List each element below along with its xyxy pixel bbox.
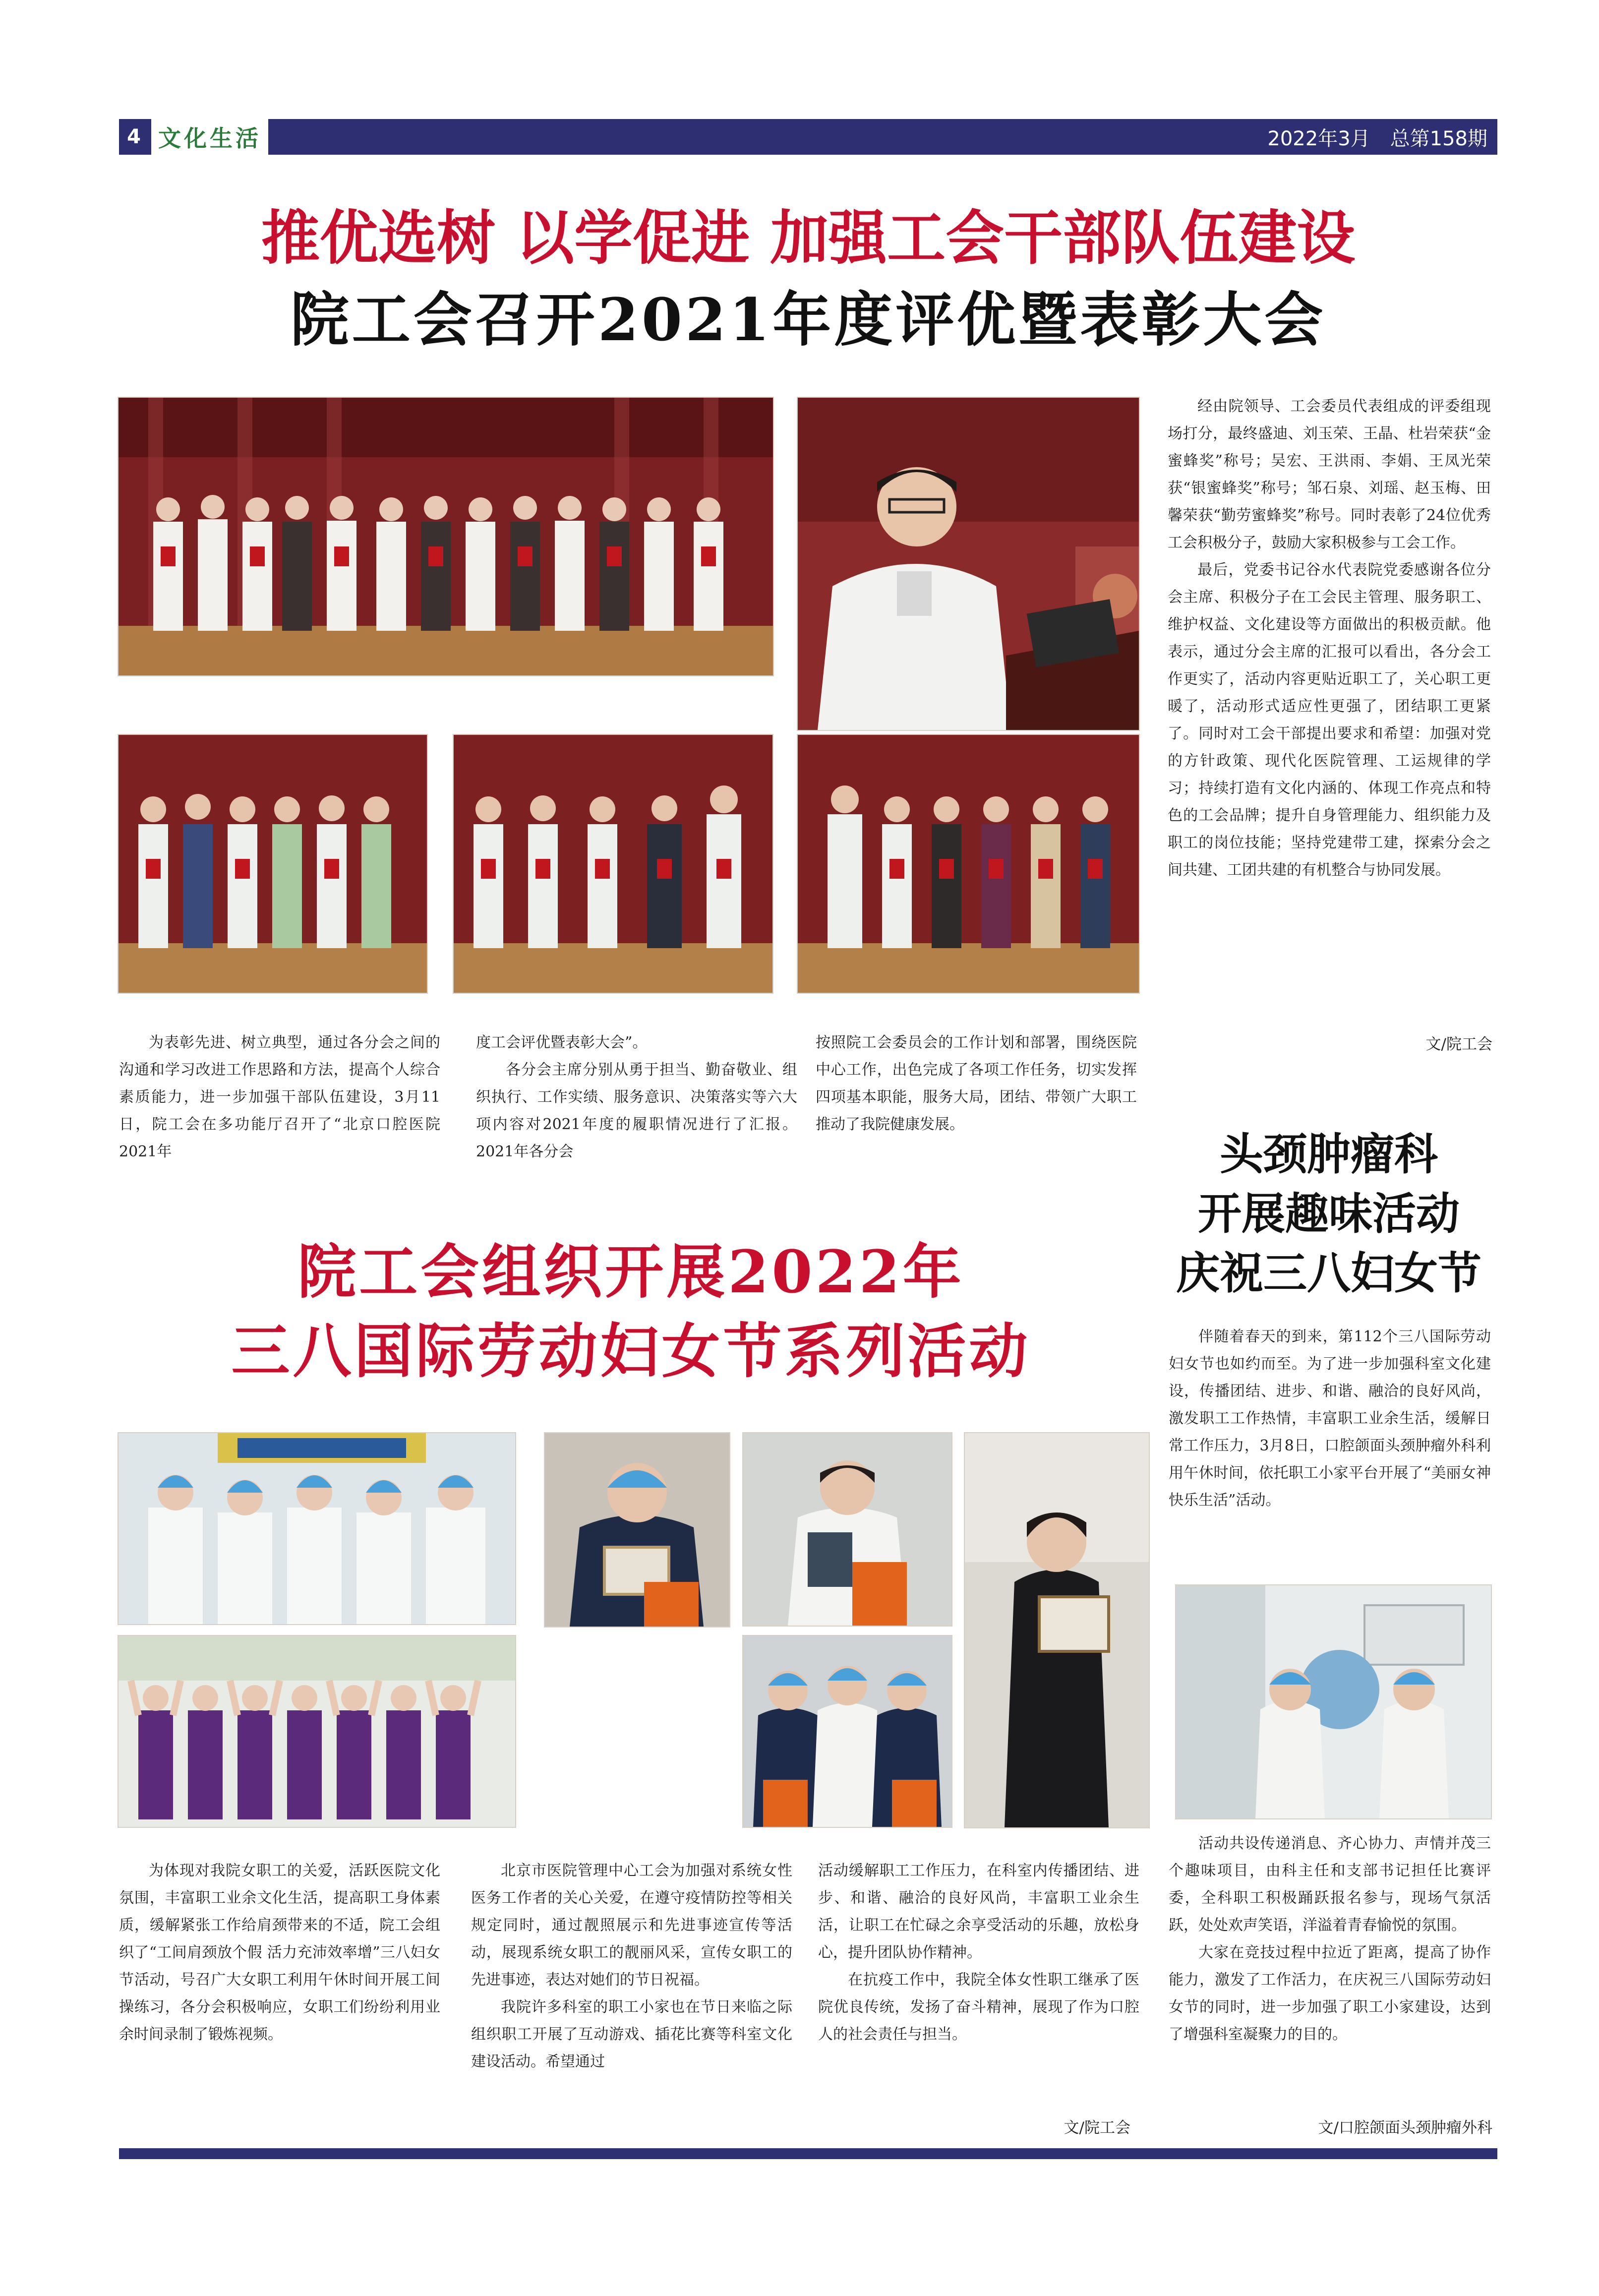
article1-title: 推优选树 以学促进 加强工会干部队伍建设 [261,203,1356,272]
article1-right-column [1168,393,1491,884]
article2-title-line1: 院工会组织开展2022年 [297,1237,964,1306]
article2-column-3 [818,1857,1139,2048]
article2-column-1 [119,1857,440,2048]
award-group-photo-2 [453,734,773,994]
article2-column-3-text-b: 在抗疫工作中，我院全体女性职工继承了医院优良传统，发扬了奋斗精神，展现了作为口腔人的社会责任与担当。 [818,1971,1139,2043]
article3-title-line2: 开展趣味活动 [1197,1188,1460,1239]
article1-column-1-text: 为表彰先进、树立典型，通过各分会之间的沟通和学习改进工作思路和方法，提高个人综合素质能力，进一步加强干部队伍建设，3月11日，院工会在多功能厅召开了“北京口腔医院2021年 [119,1034,440,1160]
gift-photo-4 [964,1432,1150,1828]
gift-photo-2 [742,1432,952,1627]
article1-credit: 文/院工会 [1425,1035,1492,1053]
article3-paragraph-1: 伴随着春天的到来，第112个三八国际劳动妇女节也如约而至。为了进一步加强科室文化建设，传播团结、进步、和谐、融洽的良好风尚，激发职工工作热情，丰富职工业余生活，缓解日常工作压力，3月8日，口腔颌面头颈肿瘤外科利用午休时间，依托职工小家平台开展了“美丽女神 快乐生活”活动。 [1169,1328,1491,1509]
article1-right-paragraph-1: 经由院领导、工会委员代表组成的评委组现场打分，最终盛迪、刘玉荣、王晶、杜岩荣获“金蜜蜂奖”称号；吴宏、王洪雨、李娟、王凤光荣获“银蜜蜂奖”称号；邹石泉、刘瑶、赵玉梅、田馨荣获“勤劳蜜蜂奖”称号。同时表彰了24位优秀工会积极分子，鼓励大家积极参与工会工作。 [1168,398,1491,551]
speaker-podium-photo [797,397,1140,731]
article1-column-3-text: 按照院工会委员会的工作计划和部署，围绕医院中心工作，出色完成了各项工作任务，切实发挥四项基本职能，服务大局，团结、带领广大职工推动了我院健康发展。 [816,1034,1137,1133]
award-group-photo-3 [797,734,1140,994]
exercise-photo-white [118,1432,516,1625]
exercise-photo-purple [118,1635,516,1828]
article3-title-line3: 庆祝三八妇女节 [1176,1247,1481,1299]
section-name: 文化生活 [151,119,268,155]
ceremony-group-photo [118,397,774,676]
article3-body [1169,1830,1491,2048]
article2-column-2-text-b: 我院许多科室的职工小家也在节日来临之际组织职工开展了互动游戏、插花比赛等科室文化建设活动。希望通过 [471,1998,792,2070]
footer-band [119,2148,1497,2159]
article2-column-2 [471,1857,792,2075]
award-group-photo-1 [118,734,428,994]
article1-subtitle: 院工会召开2021年度评优暨表彰大会 [290,285,1326,354]
article2-credit: 文/院工会 [1064,2119,1130,2137]
article2-column-3-text-a: 活动缓解职工工作压力，在科室内传播团结、进步、和谐、融洽的良好风尚，丰富职工业余生活，让职工在忙碌之余享受活动的乐趣，放松身心，提升团队协作精神。 [818,1862,1139,1961]
issue-info: 2022年3月 总第158期 [1267,127,1487,150]
article3-intro [1169,1323,1491,1514]
article2-title-line2: 三八国际劳动妇女节系列活动 [231,1317,1031,1386]
article2-column-2-text-a: 北京市医院管理中心工会为加强对系统女性医务工作者的关心关爱，在遵守疫情防控等相关规定同时，通过靓照展示和先进事迹宣传等活动，展现系统女职工的靓丽风采，宣传女职工的先进事迹，表达对她们的节日祝福。 [471,1862,792,1989]
article2-column-1-text: 为体现对我院女职工的关爱，活跃医院文化氛围，丰富职工业余文化生活，提高职工身体素质，缓解紧张工作给肩颈带来的不适，院工会组织了“工间肩颈放个假 活力充沛效率增”三八妇女节活动，号召广大女职工利用午休时间开展工间操练习，各分会积极响应，女职工们纷纷利用业余时间录制了锻炼视频。 [119,1862,440,2043]
article1-column-2-text-b: 各分会主席分别从勇于担当、勤奋敬业、组织执行、工作实绩、服务意识、决策落实等六大项内容对2021年度的履职情况进行了汇报。2021年各分会 [476,1061,797,1160]
article3-credit: 文/口腔颌面头颈肿瘤外科 [1318,2119,1492,2137]
article3-title-line1: 头颈肿瘤科 [1219,1128,1438,1180]
gift-photo-1 [544,1432,730,1628]
page-number: 4 [119,119,149,155]
article1-column-2 [476,1029,797,1165]
article3-paragraph-2: 活动共设传递消息、齐心协力、声情并茂三个趣味项目，由科主任和支部书记担任比赛评委，全科职工积极踊跃报名参与，现场气氛活跃，处处欢声笑语，洋溢着青春愉悦的氛围。 [1169,1835,1491,1934]
ward-activity-photo [1175,1584,1492,1819]
article1-column-2-text: 度工会评优暨表彰大会”。 [476,1034,648,1051]
article1-column-1 [119,1029,440,1165]
gift-photo-3 [742,1635,952,1828]
article1-right-paragraph-2: 最后，党委书记谷水代表院党委感谢各位分会主席、积极分子在工会民主管理、服务职工、维护权益、文化建设等方面做出的积极贡献。他表示，通过分会主席的汇报可以看出，各分会工作更实了，活动内容更贴近职工了，关心职工更暖了，活动形式适应性更强了，团结职工更紧了。同时对工会干部提出要求和希望：加强对党的方针政策、现代化医院管理、工运规律的学习；持续打造有文化内涵的、体现工作亮点和特色的工会品牌；提升自身管理能力、组织能力及职工的岗位技能；坚持党建带工建，探索分会之间共建、工团共建的有机整合与协同发展。 [1168,561,1491,879]
article3-paragraph-3: 大家在竞技过程中拉近了距离，提高了协作能力，激发了工作活力，在庆祝三八国际劳动妇女节的同时，进一步加强了职工小家建设，达到了增强科室凝聚力的目的。 [1169,1944,1491,2043]
article1-column-3 [816,1029,1137,1138]
